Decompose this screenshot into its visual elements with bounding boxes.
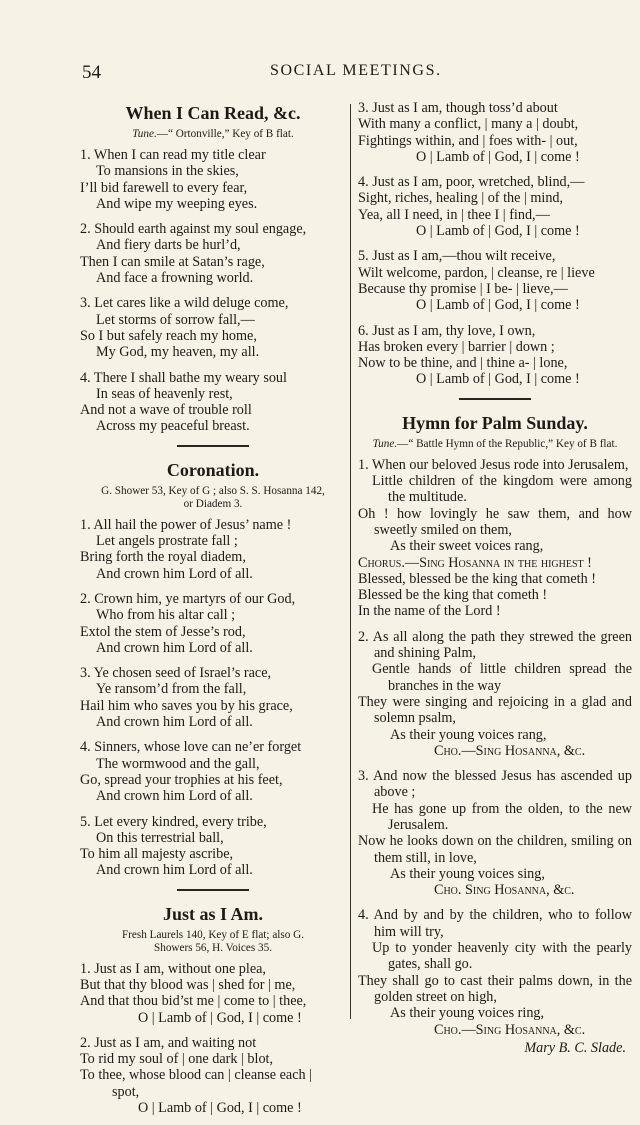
verse-line: Gentle hands of little children spread the branches in the way: [372, 661, 632, 694]
tune-line: G. Shower 53, Key of G ; also S. S. Hosanna 142, or Diadem 3.: [101, 484, 325, 510]
verse-line: Because thy promise | I be- | lieve,—: [358, 280, 568, 297]
chorus-line: Chorus.—Sing Hosanna in the highest !: [358, 554, 592, 571]
verse-line: Now he looks down on the children, smiling on them still, in love,: [358, 833, 632, 866]
verse-line: 4. Just as I am, poor, wretched, blind,—: [358, 174, 585, 191]
verse-line: Let storms of sorrow fall,—: [96, 311, 255, 328]
running-title: SOCIAL MEETINGS.: [270, 62, 442, 79]
verse-line: 3. Let cares like a wild deluge come,: [80, 295, 289, 312]
verse-line: 1. When our beloved Jesus rode into Jerusalem,: [358, 456, 629, 473]
section-divider: [177, 889, 249, 891]
stanza: [80, 665, 346, 730]
verse-line: He has gone up from the olden, to the new Jerusalem.: [372, 800, 632, 833]
verse-line: 3. And now the blessed Jesus has ascended up above ;: [358, 768, 632, 801]
stanza: [80, 1035, 346, 1116]
verse-line: And fiery darts be hurl’d,: [96, 237, 241, 254]
verse-line: Now to be thine, and | thine a- | lone,: [358, 355, 568, 372]
verse-line: Let angels prostrate fall ;: [96, 533, 238, 550]
verse-line: And crown him Lord of all.: [96, 788, 253, 805]
stanza: [358, 174, 632, 239]
verse-line: O | Lamb of | God, I | come !: [138, 1100, 302, 1117]
verse-line: And crown him Lord of all.: [96, 565, 253, 582]
verse-line: Bring forth the royal diadem,: [80, 549, 246, 566]
verse-line: And crown him Lord of all.: [96, 639, 253, 656]
verse-line: Up to yonder heavenly city with the pearly gates, shall go.: [372, 940, 632, 973]
verse-line: So I but safely reach my home,: [80, 327, 257, 344]
stanza: [80, 295, 346, 360]
stanza: [80, 370, 346, 435]
verse-line: 1. All hail the power of Jesus’ name !: [80, 516, 292, 533]
stanza: [80, 591, 346, 656]
verse-line: O | Lamb of | God, I | come !: [416, 223, 580, 240]
verse-line: But that thy blood was | shed for | me,: [80, 976, 296, 993]
stanza: [80, 814, 346, 879]
verse-line: 2. Just as I am, and waiting not: [80, 1034, 257, 1051]
verse-line: The wormwood and the gall,: [96, 755, 260, 772]
verse-line: Fightings within, and | foes with- | out,: [358, 132, 578, 149]
verse-line: Wilt welcome, pardon, | cleanse, re | lieve: [358, 264, 595, 281]
chorus-line: In the name of the Lord !: [358, 603, 501, 620]
column-divider: [350, 104, 351, 1019]
verse-line: 6. Just as I am, thy love, I own,: [358, 322, 536, 339]
hymn-title: Hymn for Palm Sunday.: [402, 412, 588, 433]
stanza: [358, 248, 632, 313]
verse-line: My God, my heaven, my all.: [96, 344, 260, 361]
chorus-line: Cho.—Sing Hosanna, &c.: [434, 1021, 586, 1038]
verse-line: O | Lamb of | God, I | come !: [416, 371, 580, 388]
verse-line: And wipe my weeping eyes.: [96, 195, 258, 212]
verse-line: O | Lamb of | God, I | come !: [138, 1009, 302, 1026]
stanza: [80, 739, 346, 804]
stanza: [80, 147, 346, 212]
verse-line: They were singing and rejoicing in a glad and solemn psalm,: [358, 693, 632, 727]
verse-line: To thee, whose blood can | cleanse each |: [80, 1067, 312, 1084]
tune-line: Tune.—“ Battle Hymn of the Republic,” Key of B flat.: [372, 437, 618, 450]
verse-line: O | Lamb of | God, I | come !: [416, 297, 580, 314]
section-divider: [459, 398, 531, 400]
verse-line: To rid my soul of | one dark | blot,: [80, 1051, 274, 1068]
chorus-line: Cho. Sing Hosanna, &c.: [434, 882, 575, 899]
verse-line: On this terrestrial ball,: [96, 829, 224, 846]
stanza: [358, 100, 632, 165]
verse-line: I’ll bid farewell to every fear,: [80, 179, 248, 196]
verse-line: Yea, all I need, in | thee I | find,—: [358, 206, 550, 223]
chorus-line: Blessed be the king that cometh !: [358, 587, 548, 604]
hymn-title: Just as I Am.: [162, 903, 264, 924]
verse-line: 4. There I shall bathe my weary soul: [80, 369, 287, 386]
verse-line: 3. Just as I am, though toss’d about: [358, 100, 558, 116]
verse-line: 2. Should earth against my soul engage,: [80, 221, 307, 238]
verse-line: Little children of the kingdom were among the multitude.: [372, 473, 632, 506]
verse-line: Across my peaceful breast.: [96, 418, 250, 435]
verse-line: 2. Crown him, ye martyrs of our God,: [80, 590, 296, 607]
stanza: [80, 517, 346, 582]
verse-line: spot,: [112, 1083, 140, 1100]
verse-line: 1. When I can read my title clear: [80, 147, 266, 163]
hymn-title: When I Can Read, &c.: [125, 103, 301, 123]
verse-line: And crown him Lord of all.: [96, 714, 253, 731]
verse-line: Has broken every | barrier | down ;: [358, 338, 555, 355]
verse-line: As their young voices sing,: [390, 865, 545, 882]
verse-line: Extol the stem of Jesse’s rod,: [80, 623, 246, 640]
stanza: [358, 457, 632, 620]
verse-line: Oh ! how lovingly he saw them, and how sweetly smiled on them,: [358, 505, 632, 538]
verse-line: To him all majesty ascribe,: [80, 846, 234, 863]
verse-line: In seas of heavenly rest,: [96, 385, 233, 402]
verse-line: 1. Just as I am, without one plea,: [80, 960, 266, 977]
stanza: [358, 629, 632, 759]
verse-line: To mansions in the skies,: [96, 163, 239, 180]
right-column: [358, 100, 632, 1065]
verse-line: 2. As all along the path they strewed the green and shining Palm,: [358, 628, 632, 662]
chorus-line: Cho.—Sing Hosanna, &c.: [434, 742, 586, 759]
verse-line: Ye ransom’d from the fall,: [96, 681, 247, 698]
verse-line: 5. Just as I am,—thou wilt receive,: [358, 248, 556, 265]
page-number: 54: [82, 62, 101, 83]
verse-line: Go, spread your trophies at his feet,: [80, 771, 283, 788]
verse-line: And face a frowning world.: [96, 270, 254, 287]
verse-line: O | Lamb of | God, I | come !: [416, 148, 580, 165]
verse-line: And not a wave of trouble roll: [80, 402, 252, 419]
verse-line: Then I can smile at Satan’s rage,: [80, 253, 265, 270]
verse-line: And that thou bid’st me | come to | thee,: [80, 993, 307, 1010]
verse-line: Who from his altar call ;: [96, 607, 236, 624]
hymn-title: Coronation.: [166, 459, 260, 480]
author-credit: Mary B. C. Slade.: [524, 1039, 626, 1056]
verse-line: As their young voices ring,: [390, 1005, 545, 1022]
verse-line: With many a conflict, | many a | doubt,: [358, 116, 579, 133]
section-divider: [177, 445, 249, 447]
stanza: [80, 221, 346, 286]
verse-line: Hail him who saves you by his grace,: [80, 697, 293, 714]
verse-line: 4. Sinners, whose love can ne’er forget: [80, 739, 302, 756]
stanza: [358, 323, 632, 388]
stanza: [80, 961, 346, 1026]
verse-line: 5. Let every kindred, every tribe,: [80, 813, 267, 830]
verse-line: And crown him Lord of all.: [96, 862, 253, 879]
verse-line: As their sweet voices rang,: [390, 538, 544, 555]
tune-line: Tune.—“ Ortonville,” Key of B flat.: [132, 128, 294, 140]
verse-line: They shall go to cast their palms down, in the golden street on high,: [358, 972, 632, 1005]
stanza: [358, 907, 632, 1056]
verse-line: 4. And by and by the children, who to follow him will try,: [358, 907, 632, 940]
verse-line: As their young voices rang,: [390, 726, 547, 743]
chorus-line: Blessed, blessed be the king that cometh !: [358, 570, 596, 587]
left-column: [80, 100, 346, 1125]
verse-line: 3. Ye chosen seed of Israel’s race,: [80, 665, 272, 682]
verse-line: Sight, riches, healing | of the | mind,: [358, 190, 564, 207]
tune-line: Fresh Laurels 140, Key of E flat; also G. Showers 56, H. Voices 35.: [121, 928, 305, 954]
stanza: [358, 768, 632, 898]
